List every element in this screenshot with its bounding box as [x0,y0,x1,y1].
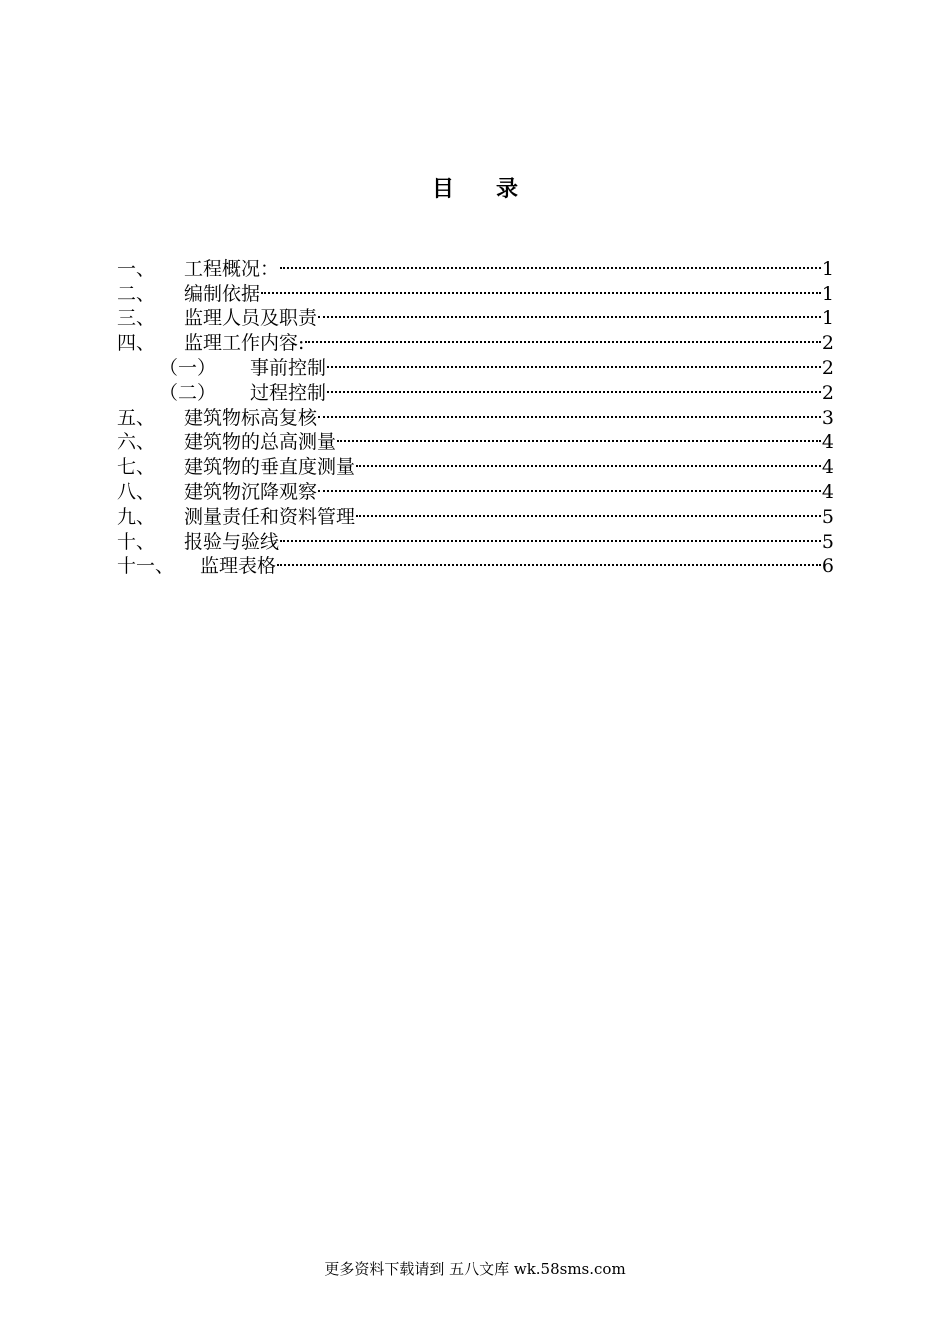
dot-leader [318,300,821,325]
toc-title: 建筑物的总高测量 [184,431,337,454]
toc-entry[interactable] [117,399,834,429]
toc-title: 工程概况： [184,257,280,280]
toc-subentry[interactable] [117,349,834,379]
toc-title: 监理人员及职责 [184,307,318,330]
toc-subentry[interactable] [117,374,834,404]
toc-title: 建筑物沉降观察 [184,480,318,503]
toc-number: （二） [159,381,217,404]
toc-number: 十、 [117,530,156,553]
title-part-2: 录 [496,177,519,202]
toc-page-number: 2 [821,381,834,404]
toc-number: 一、 [117,257,156,280]
dot-leader [356,448,821,473]
toc-number: 八、 [117,480,156,503]
dot-leader [327,349,821,374]
toc-number: 二、 [117,282,156,305]
dot-leader [280,523,821,548]
toc-title: 事前控制 [250,356,327,379]
toc-page-number: 2 [821,356,834,379]
toc-page-number: 6 [821,555,834,578]
dot-leader [356,498,821,523]
title-part-1: 目 [431,177,454,202]
dot-leader [318,473,821,498]
toc-page-number: 3 [821,406,834,429]
toc-page-number: 2 [821,332,834,355]
toc-page-number: 5 [821,505,834,528]
toc-number: 九、 [117,505,156,528]
toc-entry[interactable] [117,473,834,503]
dot-leader [337,424,821,449]
toc-number: 七、 [117,456,156,479]
toc-entry[interactable] [117,300,834,330]
toc-entry[interactable] [117,548,834,578]
toc-number: （一） [159,356,217,379]
dot-leader [261,275,821,300]
toc-entry[interactable] [117,523,834,553]
toc-entry[interactable] [117,275,834,305]
toc-number: 六、 [117,431,156,454]
toc-page-number: 1 [821,257,834,280]
toc-page-number: 1 [821,307,834,330]
toc-title: 报验与验线 [184,530,280,553]
dot-leader [305,324,821,349]
toc-number: 四、 [117,332,156,355]
dot-leader [318,399,821,424]
toc-number: 五、 [117,406,156,429]
table-of-contents [117,250,834,578]
toc-entry[interactable] [117,448,834,479]
dot-leader [327,374,821,399]
toc-title: 编制依据 [184,282,261,305]
toc-title: 过程控制 [250,381,327,404]
toc-page-number: 4 [821,456,834,479]
dot-leader [277,548,821,573]
toc-title: 监理工作内容: [184,332,305,355]
toc-page-number: 1 [821,282,834,305]
toc-number: 十一、 [117,555,175,578]
toc-title: 建筑物标高复核 [184,406,318,429]
toc-title: 监理表格 [200,555,277,578]
toc-page-number: 4 [821,480,834,503]
toc-entry[interactable] [117,498,834,528]
toc-title: 测量责任和资料管理 [184,505,356,528]
footer-text: 更多资料下载请到 五八文库 wk.58sms.com [324,1260,626,1278]
toc-page-number: 4 [821,431,834,454]
toc-entry[interactable] [117,324,834,355]
dot-leader [280,250,821,275]
toc-number: 三、 [117,307,156,330]
toc-page-number: 5 [821,530,834,553]
toc-entry[interactable] [117,424,834,454]
toc-title: 建筑物的垂直度测量 [184,456,356,479]
page-title [0,172,950,203]
toc-entry[interactable] [117,250,834,280]
